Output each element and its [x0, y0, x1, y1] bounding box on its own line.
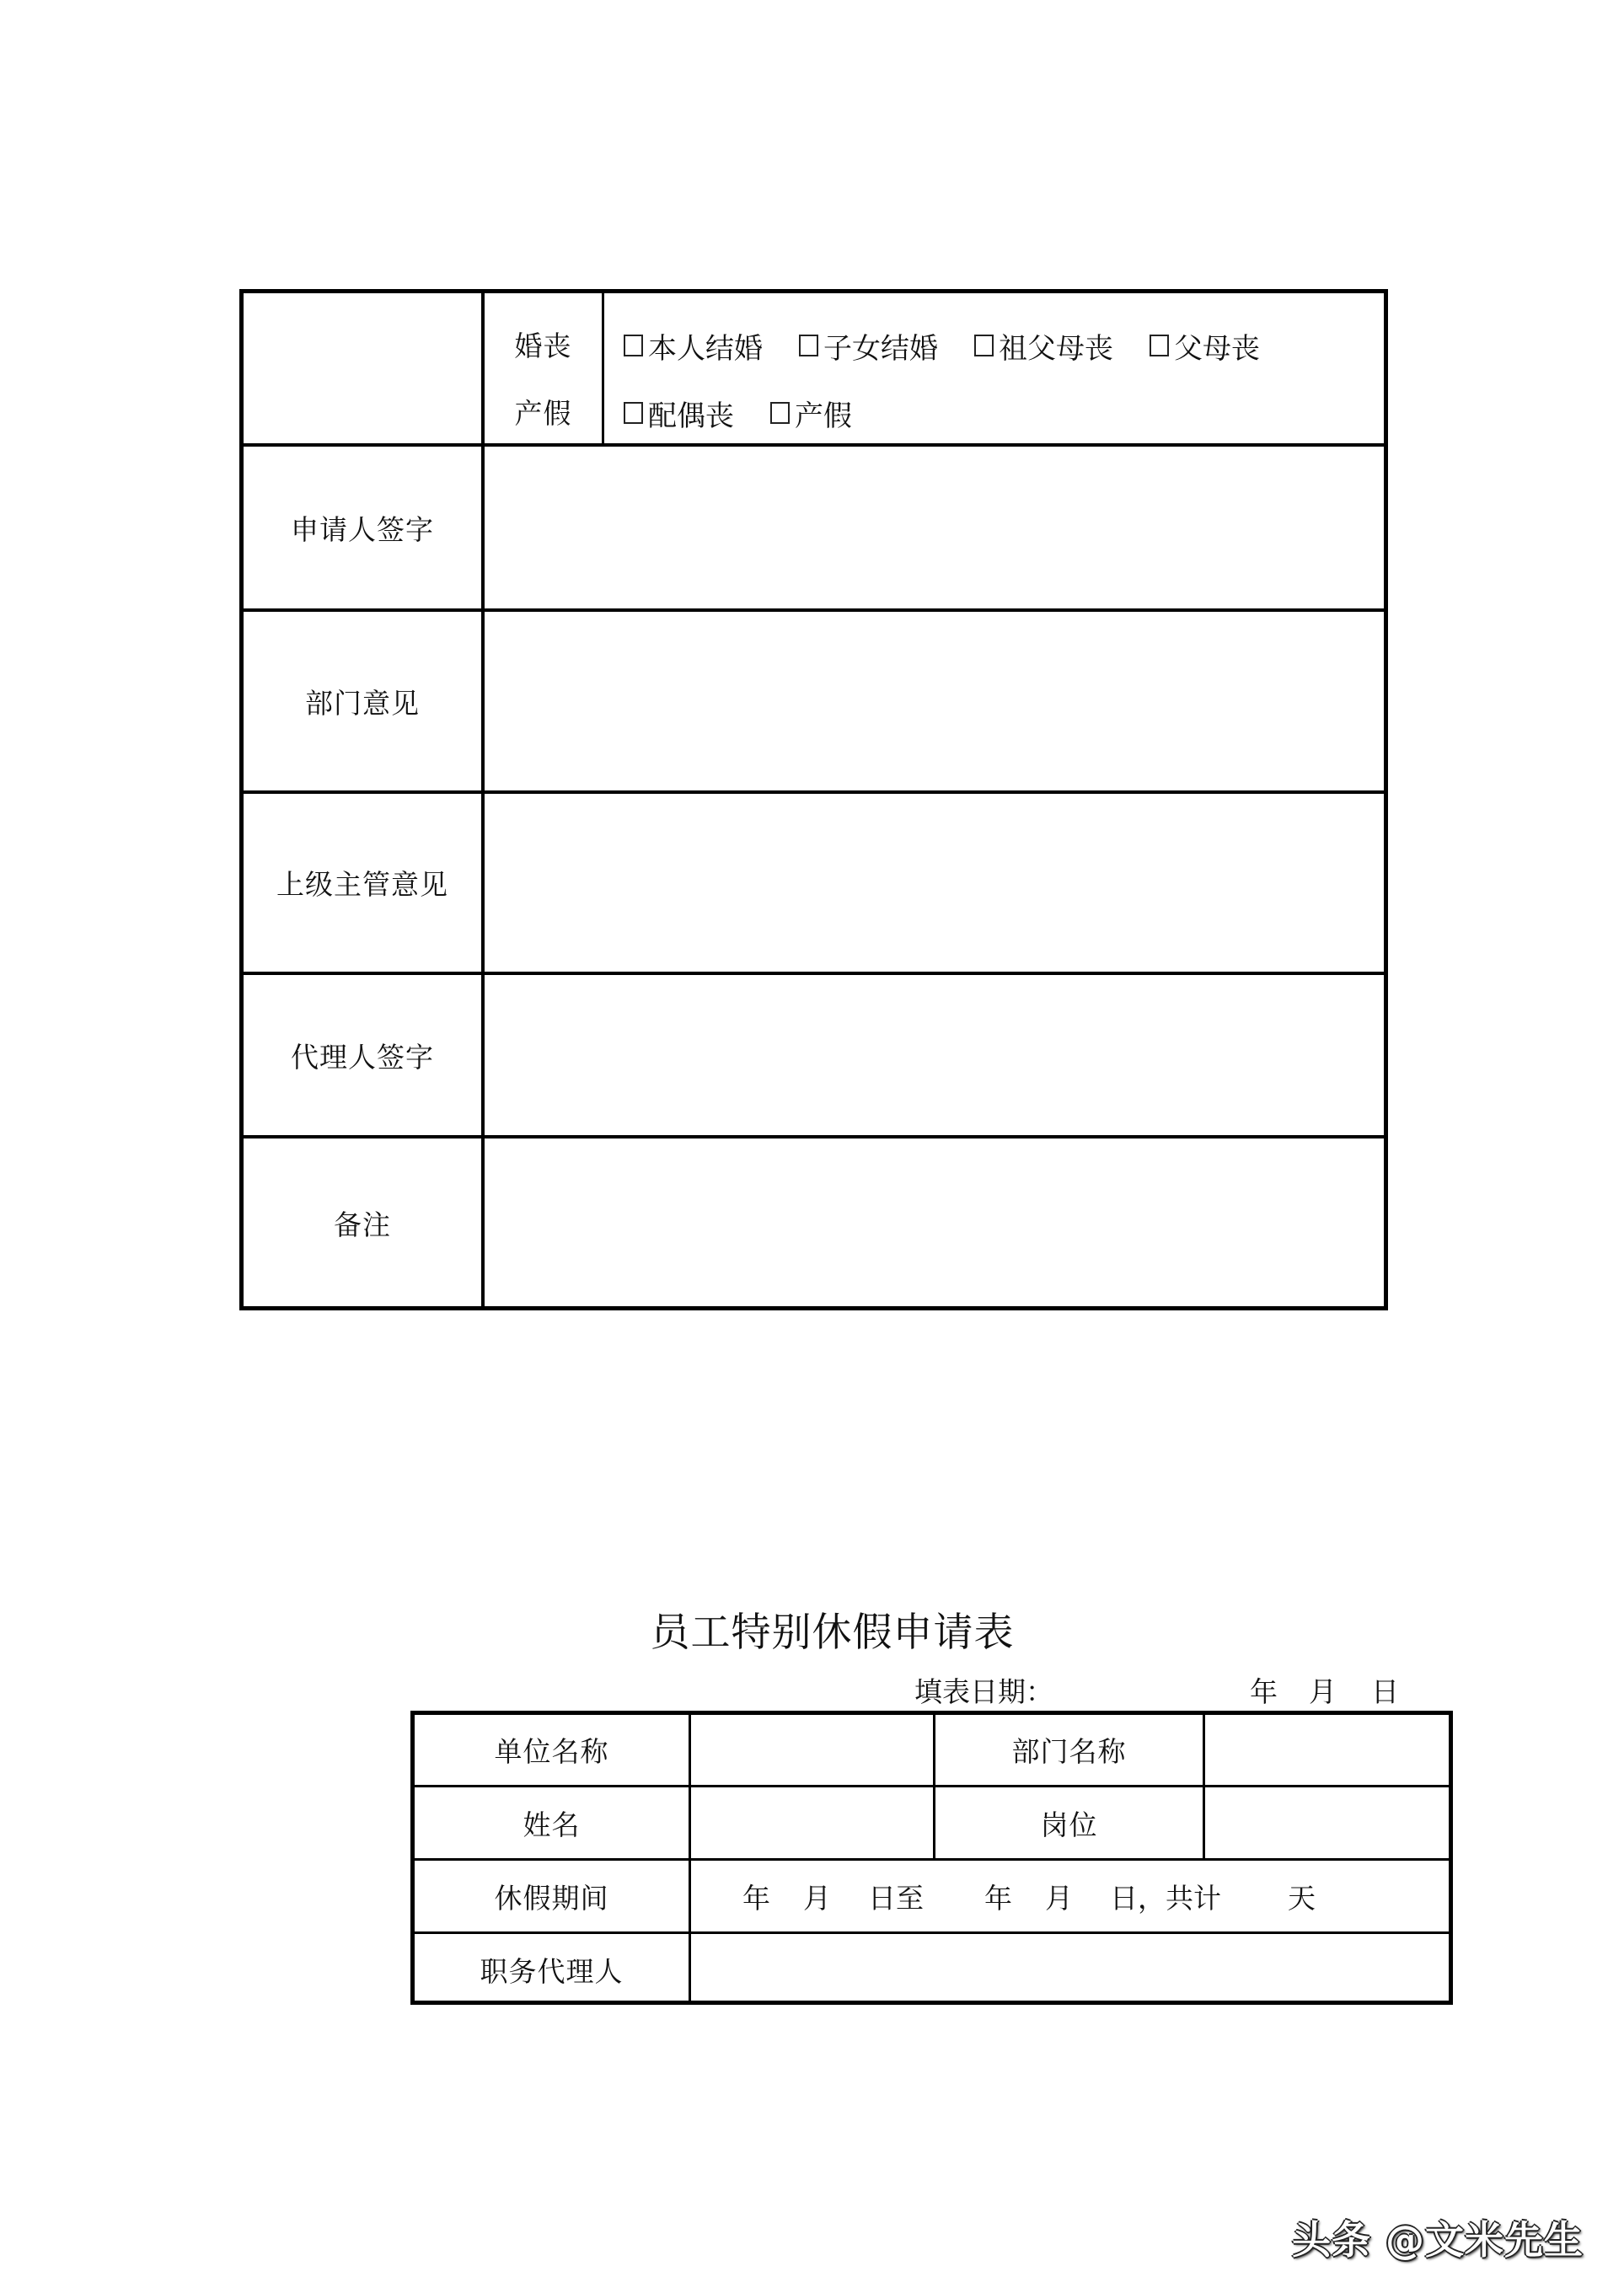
duty-proxy-label: 职务代理人	[480, 1954, 624, 1988]
department-opinion-field[interactable]	[485, 612, 1384, 790]
position-field[interactable]	[1205, 1787, 1449, 1858]
days-unit: 天	[1288, 1881, 1316, 1915]
proxy-signature-label: 代理人签字	[291, 1040, 434, 1074]
source-watermark: 头条 @文米先生	[1292, 2217, 1584, 2263]
option-child-marriage[interactable]: 子女结婚	[799, 325, 938, 367]
supervisor-opinion-field[interactable]	[485, 794, 1384, 972]
department-opinion-label: 部门意见	[305, 686, 420, 720]
name-label: 姓名	[523, 1808, 581, 1841]
checkbox[interactable]	[1150, 335, 1169, 356]
applicant-signature-field[interactable]	[485, 447, 1384, 608]
option-spouse-funeral[interactable]: 配偶丧	[624, 393, 734, 434]
checkbox[interactable]	[974, 335, 994, 356]
start-day-to: 日至	[868, 1881, 924, 1915]
category-label-maternity: 产假	[514, 396, 572, 430]
option-grandparent-funeral[interactable]: 祖父母丧	[974, 325, 1113, 367]
duty-proxy-field[interactable]	[691, 1934, 1449, 2005]
leave-period-field[interactable]	[691, 1861, 1449, 1931]
sub-column-divider	[602, 293, 604, 445]
department-name-label: 部门名称	[1011, 1735, 1127, 1768]
start-year-unit: 年	[742, 1881, 770, 1915]
checkbox[interactable]	[624, 402, 643, 424]
fill-date-label: 填表日期：	[914, 1675, 1053, 1708]
leave-type-options-line2	[624, 393, 888, 433]
applicant-signature-label: 申请人签字	[291, 512, 434, 546]
name-field[interactable]	[691, 1787, 933, 1858]
checkbox[interactable]	[624, 335, 643, 356]
fill-date-year: 年	[1250, 1675, 1278, 1708]
leave-form-table-continued	[239, 289, 1388, 1310]
option-parent-funeral[interactable]: 父母丧	[1150, 325, 1260, 367]
leave-type-options-line1	[624, 325, 1296, 366]
option-own-marriage[interactable]: 本人结婚	[624, 325, 763, 367]
checkbox[interactable]	[770, 402, 790, 424]
option-maternity[interactable]: 产假	[770, 393, 852, 434]
unit-name-field[interactable]	[691, 1715, 933, 1785]
leave-period-label: 休假期间	[494, 1881, 609, 1915]
end-day-total: 日，共计	[1110, 1881, 1221, 1915]
end-month-unit: 月	[1045, 1881, 1073, 1915]
supervisor-opinion-label: 上级主管意见	[276, 868, 448, 901]
remarks-label: 备注	[334, 1208, 391, 1241]
category-label-marriage-funeral: 婚丧	[514, 329, 572, 362]
remarks-field[interactable]	[485, 1138, 1384, 1307]
department-name-field[interactable]	[1205, 1715, 1449, 1785]
end-year-unit: 年	[984, 1881, 1012, 1915]
position-label: 岗位	[1040, 1808, 1098, 1841]
proxy-signature-field[interactable]	[485, 975, 1384, 1135]
fill-date-month: 月	[1309, 1675, 1337, 1708]
special-leave-table	[410, 1711, 1453, 2005]
unit-name-label: 单位名称	[494, 1735, 609, 1768]
form-title: 员工特别休假申请表	[650, 1610, 1015, 1656]
fill-date-day: 日	[1371, 1675, 1399, 1708]
start-month-unit: 月	[803, 1881, 831, 1915]
checkbox[interactable]	[799, 335, 818, 356]
